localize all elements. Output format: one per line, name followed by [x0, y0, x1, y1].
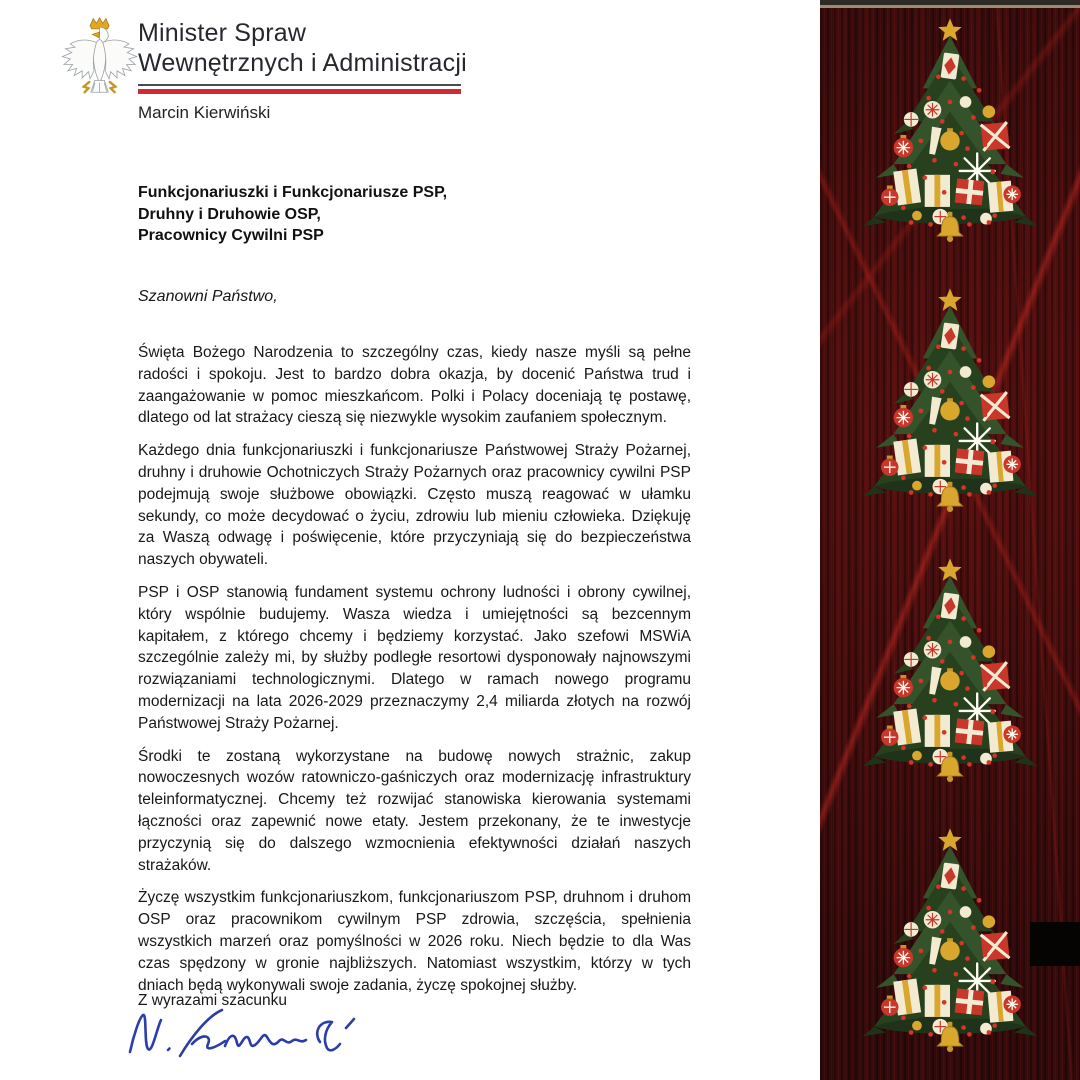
letter-paragraph: PSP i OSP stanowią fundament systemu ochrony ludności i obrony cywilnej, który wspólnie budujemy. Wasza wiedza i umiejętności są bezcennym kapitałem, z którego chcemy i będziemy korzystać. Jako szefowi MSWiA szczególnie zależy mi, by służby podległe resortowi dysponowały najnowszymi rozwiązaniami technologicznymi. Dlatego w ramach nowego programu modernizacji na lata 2026-2029 przeznaczymy 2,4 miliarda złotych na rozwój Państwowej Straży Pożarnej.: [138, 583, 691, 732]
panel-top-edge: [820, 0, 1080, 9]
flag-divider-red-line: [138, 89, 461, 94]
flag-divider: [138, 84, 461, 94]
letter-body: [138, 342, 691, 1007]
letter-paragraph: Środki te zostaną wykorzystane na budowę nowych strażnic, zakup nowoczesnych wozów ratowniczo-gaśniczych oraz modernizację infrastruktury teleinformatycznej. Chcemy też rozwijać stanowiska kierowania systemami łączności oraz zapewnić nowe etaty. Jestem przekonany, że te inwestycje przyczynią się do dalszego wzmocnienia efektywności działań naszych strażaków.: [138, 747, 691, 874]
addressee-line: Druhny i Druhowie OSP,: [138, 205, 321, 223]
ministry-title-line2: Wewnętrznych i Administracji: [138, 49, 467, 77]
addressee-block: [138, 182, 447, 247]
ministry-title: [138, 18, 467, 78]
letter-paragraph: Święta Bożego Narodzenia to szczególny czas, kiedy nasze myśli są pełne radości i spokoju. Jest to bardzo dobra okazja, by docenić Państwa trud i zaangażowanie w pomoc mieszkańcom. Polki i Polacy doceniają tę postawę, dlatego od lat strażacy cieszą się niezwykle wysokim zaufaniem społecznym.: [138, 344, 691, 427]
ministry-title-line1: Minister Spraw: [138, 19, 307, 47]
texture-dark-patch: [1030, 922, 1080, 966]
decoration-panel: [820, 0, 1080, 1080]
greeting: Szanowni Państwo,: [138, 288, 278, 305]
coat-of-arms-eagle-icon: [56, 13, 140, 101]
christmas-tree-icon: [820, 0, 1080, 270]
addressee-line: Pracownicy Cywilni PSP: [138, 227, 324, 244]
christmas-tree-icon: [820, 540, 1080, 810]
letter-paragraph: Życzę wszystkim funkcjonariuszkom, funkcjonariuszom PSP, druhnom i druhom OSP oraz pracownikom cywilnym PSP zdrowia, szczęścia, spełnienia wszystkich marzeń oraz pomyślności w 2026 roku. Niech będzie to dla Was czas spędzony w gronie najbliższych. Natomiast wszystkim, którzy w tych dniach będą wykonywali swoje zadania, życzę spokojnej służby.: [138, 889, 691, 994]
letter-paragraph: Każdego dnia funkcjonariuszki i funkcjonariusze Państwowej Straży Pożarnej, druhny i druhowie Ochotniczych Straży Pożarnych oraz pracownicy cywilni PSP podejmują swoje służbowe obowiązki. Często muszą reagować w ułamku sekundy, co może decydować o życiu, zdrowiu lub mieniu człowieka. Dziękuję za Waszą odwagę i poświęcenie, które przyczyniają się do bezpieczeństwa naszych obywateli.: [138, 442, 691, 569]
minister-name: Marcin Kierwiński: [138, 103, 271, 122]
christmas-tree-icon: [820, 270, 1080, 540]
signature-icon: [124, 1002, 370, 1066]
addressee-line: Funkcjonariuszki i Funkcjonariusze PSP,: [138, 184, 448, 201]
closing-salutation: Z wyrazami szacunku: [138, 992, 288, 1009]
